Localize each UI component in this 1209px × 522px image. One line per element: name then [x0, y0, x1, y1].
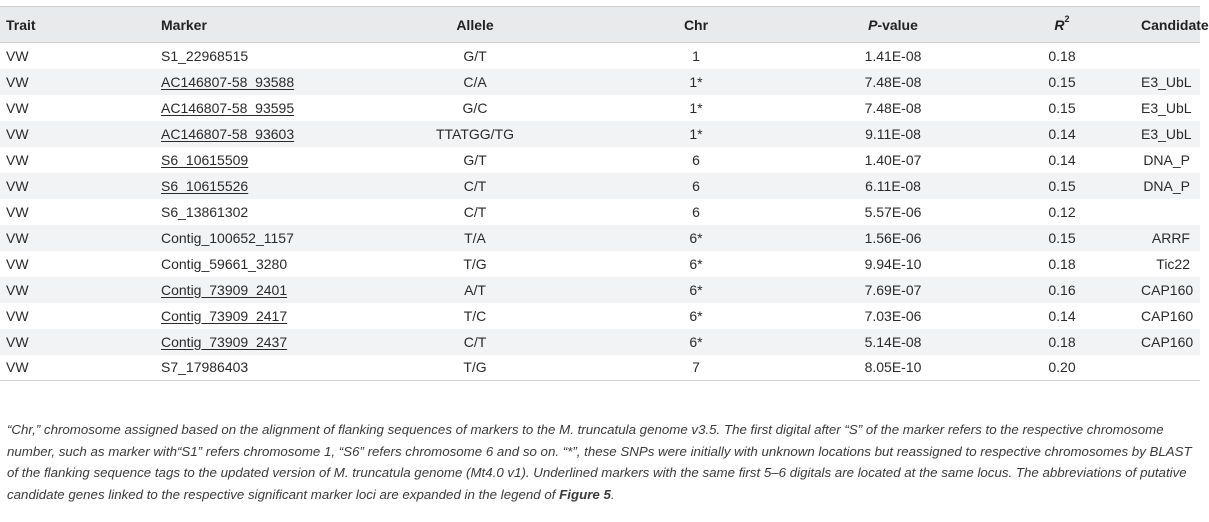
table-row: [0, 121, 1200, 147]
cell-candidate: [1141, 199, 1200, 225]
cell-r2: 0.15: [1048, 177, 1076, 194]
cell-allele: C/T: [463, 177, 487, 194]
table-row: [0, 277, 1200, 303]
cell-r2: 0.15: [1048, 73, 1076, 90]
cell-p-value: 1.41E-08: [864, 47, 922, 64]
cell-trait: VW: [6, 203, 29, 220]
cell-marker: [161, 225, 361, 251]
marker-name: Contig_59661_3280: [161, 255, 288, 272]
cell-candidate: E3_UbL: [1141, 73, 1192, 90]
cell-trait: VW: [6, 307, 29, 324]
cell-chr: 6*: [689, 333, 703, 350]
cell-chr: 1*: [689, 99, 703, 116]
footnote-figure-ref: Figure 5: [559, 486, 611, 502]
cell-trait: VW: [6, 73, 29, 90]
cell-marker: [161, 277, 361, 303]
cell-p-value: 1.56E-06: [864, 229, 922, 246]
cell-marker: [161, 355, 361, 381]
cell-r2: 0.14: [1048, 307, 1076, 324]
table-footnote: [7, 419, 1193, 505]
cell-r2: 0.16: [1048, 281, 1076, 298]
header-p-value: [803, 7, 983, 43]
cell-trait: VW: [6, 177, 29, 194]
header-marker: Marker: [161, 7, 361, 43]
cell-allele: T/A: [464, 229, 486, 246]
cell-allele: G/T: [463, 151, 487, 168]
cell-allele: C/T: [463, 333, 487, 350]
cell-chr: 6*: [689, 281, 703, 298]
cell-p-value: 9.11E-08: [865, 125, 921, 142]
header-chr: Chr: [589, 7, 803, 43]
cell-trait: VW: [6, 333, 29, 350]
marker-name: S6_10615526: [161, 177, 249, 194]
cell-marker: [161, 173, 361, 199]
cell-allele: G/C: [462, 99, 488, 116]
cell-candidate: E3_UbL: [1141, 99, 1192, 116]
marker-name: AC146807-58_93603: [161, 125, 295, 142]
cell-p-value: 8.05E-10: [803, 355, 983, 381]
marker-name: Contig_73909_2417: [161, 307, 288, 324]
cell-candidate: [1141, 43, 1200, 69]
cell-candidate: CAP160: [1141, 281, 1194, 298]
cell-chr: 6: [692, 151, 700, 168]
cell-candidate: E3_UbL: [1141, 125, 1192, 142]
cell-marker: [161, 43, 361, 69]
marker-name: S6_13861302: [161, 203, 249, 220]
cell-allele: A/T: [464, 281, 486, 298]
cell-marker: [161, 329, 361, 355]
cell-p-value: 5.57E-06: [864, 203, 922, 220]
cell-trait: VW: [6, 229, 29, 246]
table-row: [0, 147, 1200, 173]
cell-marker: [161, 251, 361, 277]
cell-r2: 0.14: [1048, 125, 1076, 142]
cell-chr: 6*: [689, 255, 703, 272]
table-row: [0, 43, 1200, 69]
cell-r2: 0.18: [1048, 333, 1076, 350]
table-body: [0, 43, 1200, 381]
cell-p-value: 5.14E-08: [864, 333, 922, 350]
cell-chr: 6*: [689, 307, 703, 324]
cell-p-value: 1.40E-07: [864, 151, 922, 168]
header-candidate: Candidate: [1141, 7, 1200, 43]
results-table: [0, 6, 1209, 381]
cell-r2: 0.15: [1048, 229, 1076, 246]
cell-marker: [161, 121, 361, 147]
table-header: [0, 7, 1209, 43]
cell-r2: 0.15: [1048, 99, 1076, 116]
table-row: [0, 225, 1200, 251]
cell-candidate: [1141, 355, 1200, 381]
cell-p-value: 7.48E-08: [864, 73, 922, 90]
cell-allele: TTATGG/TG: [435, 125, 515, 142]
marker-name: S6_10615509: [161, 151, 249, 168]
header-r2: [983, 7, 1141, 43]
cell-allele: T/G: [463, 255, 487, 272]
table-row: [0, 355, 1200, 381]
cell-chr: 1: [692, 47, 700, 64]
table-row: [0, 69, 1200, 95]
cell-allele: G/T: [463, 47, 487, 64]
cell-chr: 7: [589, 355, 803, 381]
cell-candidate: CAP160: [1141, 333, 1194, 350]
table-row: [0, 173, 1200, 199]
cell-chr: 6*: [689, 229, 703, 246]
header-r2-base: R: [1054, 16, 1065, 33]
cell-chr: 1*: [689, 73, 703, 90]
cell-r2: 0.18: [1048, 47, 1076, 64]
cell-p-value: 9.94E-10: [864, 255, 922, 272]
cell-chr: 6: [692, 203, 700, 220]
cell-marker: [161, 95, 361, 121]
cell-p-value: 7.69E-07: [864, 281, 922, 298]
cell-marker: [161, 199, 361, 225]
cell-trait: VW: [6, 281, 29, 298]
cell-p-value: 7.03E-06: [864, 307, 922, 324]
cell-r2: 0.14: [1048, 151, 1076, 168]
cell-allele: T/C: [463, 307, 487, 324]
table-row: [0, 303, 1200, 329]
cell-allele: C/A: [463, 73, 487, 90]
marker-name: S1_22968515: [161, 47, 249, 64]
header-r2-sup: 2: [1064, 13, 1070, 24]
cell-marker: [161, 69, 361, 95]
cell-marker: [161, 147, 361, 173]
header-p-suffix: -value: [877, 16, 918, 33]
cell-r2: 0.20: [983, 355, 1141, 381]
cell-trait: VW: [6, 255, 29, 272]
cell-chr: 6: [692, 177, 700, 194]
header-trait: Trait: [0, 7, 161, 43]
cell-r2: 0.12: [1048, 203, 1076, 220]
cell-allele: T/G: [361, 355, 589, 381]
header-p-italic: P: [868, 16, 878, 33]
cell-trait: VW: [0, 355, 161, 381]
marker-name: S7_17986403: [161, 359, 249, 376]
cell-candidate: DNA_P: [1143, 177, 1190, 194]
cell-trait: VW: [6, 125, 29, 142]
cell-p-value: 6.11E-08: [865, 177, 921, 194]
cell-trait: VW: [6, 99, 29, 116]
cell-r2: 0.18: [1048, 255, 1076, 272]
cell-candidate: ARRF: [1151, 229, 1190, 246]
cell-chr: 1*: [689, 125, 703, 142]
marker-name: AC146807-58_93595: [161, 99, 295, 116]
cell-p-value: 7.48E-08: [864, 99, 922, 116]
cell-candidate: DNA_P: [1143, 151, 1190, 168]
table-row: [0, 251, 1200, 277]
table-row: [0, 329, 1200, 355]
footnote-end: .: [610, 486, 615, 502]
cell-trait: VW: [6, 151, 29, 168]
cell-marker: [161, 303, 361, 329]
cell-trait: VW: [6, 47, 29, 64]
table-row: [0, 199, 1200, 225]
footnote-text: “Chr,” chromosome assigned based on the alignment of flanking sequences of markers to the M. truncatula genome v3.5. The first digital after “S” of the marker refers to the respective chromosome number, such as marker with“S1” refers chromosome 1, “S6” refers chromosome 6 and so on. “*”, these SNPs were initially with unknown locations but reassigned to respective chromosomes by BLAST of the flanking sequence tags to the updated version of M. truncatula genome (Mt4.0 v1). Underlined markers with the same first 5–6 digitals are located at the same locus. The abbreviations of putative candidate genes linked to the respective significant marker loci are expanded in the legend of: [7, 422, 1192, 502]
header-allele: Allele: [361, 7, 589, 43]
cell-allele: C/T: [463, 203, 487, 220]
marker-name: Contig_73909_2401: [161, 281, 288, 298]
cell-candidate: Tic22: [1156, 255, 1190, 272]
header-row: [0, 7, 1200, 43]
marker-name: Contig_100652_1157: [161, 229, 294, 246]
cell-candidate: CAP160: [1141, 307, 1194, 324]
table-row: [0, 95, 1200, 121]
marker-name: Contig_73909_2437: [161, 333, 288, 350]
marker-name: AC146807-58_93588: [161, 73, 295, 90]
